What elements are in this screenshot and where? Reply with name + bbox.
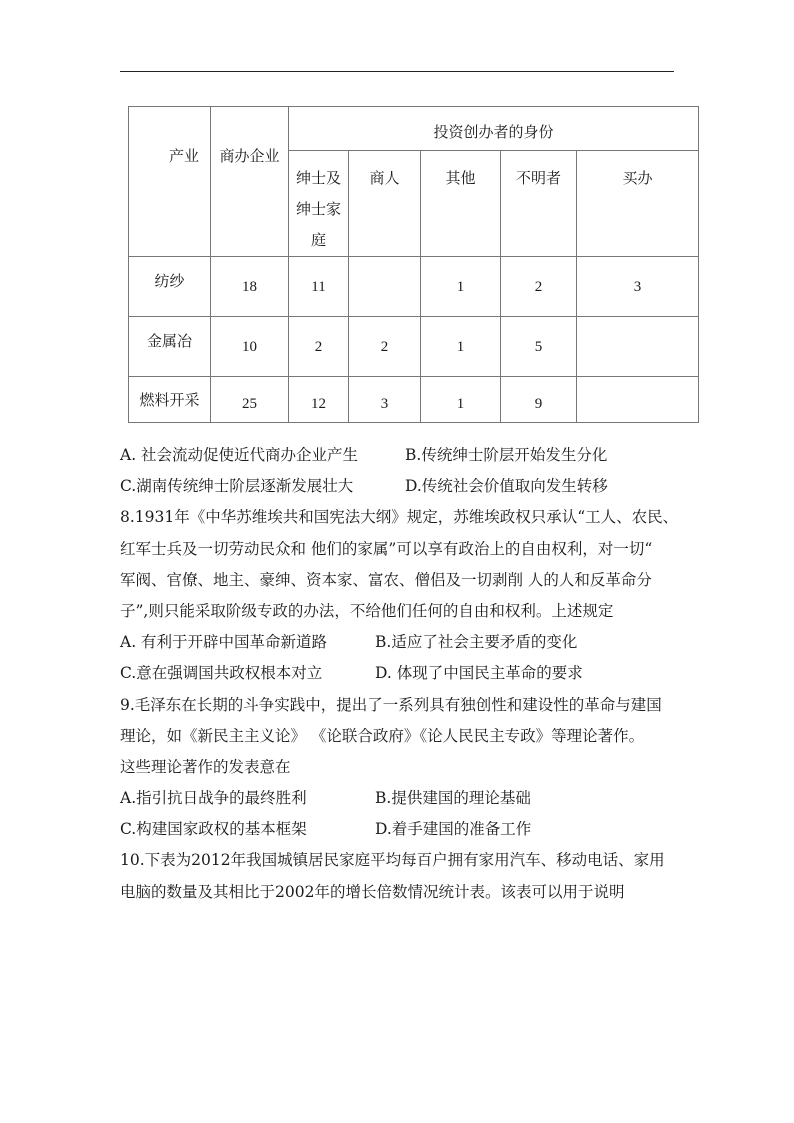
q8-option-c: C.意在强调国共政权根本对立	[120, 664, 323, 683]
subheader-other: 其他	[421, 151, 501, 257]
q8-stem-line: 8.1931年《中华苏维埃共和国宪法大纲》规定，苏维埃政权只承认“工人、农民、	[120, 508, 679, 527]
question-body	[120, 440, 694, 908]
q8-stem-line: 子”,则只能采取阶级专政的办法，不给他们任何的自由和权利。上述规定	[120, 601, 614, 620]
table-cell: 12	[311, 396, 326, 412]
q9-options-row-2	[120, 814, 694, 845]
table-row	[129, 257, 699, 317]
q9-stem-line: 这些理论著作的发表意在	[120, 757, 291, 776]
q8-option-b: B.适应了社会主要矛盾的变化	[375, 633, 578, 652]
row-industry: 金属冶	[146, 332, 192, 350]
q8-stem-line: 红军士兵及一切劳动民众和 他们的家属”可以享有政治上的自由权利，对一切“	[120, 539, 653, 558]
q7-option-c: C.湖南传统绅士阶层逐渐发展壮大	[120, 477, 354, 496]
q8-stem-line: 军阀、官僚、地主、豪绅、资本家、富农、僧侣及一切剥削 人的人和反革命分	[120, 570, 652, 589]
q9-option-c: C.构建国家政权的基本框架	[120, 820, 307, 839]
row-industry: 燃料开采	[139, 391, 200, 409]
table-cell: 1	[456, 396, 465, 412]
q8-options-row-2	[120, 658, 694, 689]
table-cell: 2	[314, 339, 323, 355]
q9-stem-line: 9.毛泽东在长期的斗争实践中，提出了一系列具有独创性和建设性的革命与建国	[120, 695, 662, 714]
q9-option-a: A.指引抗日战争的最终胜利	[120, 789, 307, 808]
table-cell: 1	[456, 279, 465, 295]
q7-option-a: A. 社会流动促使近代商办企业产生	[120, 446, 359, 464]
q7-options-row-1	[120, 440, 694, 471]
table-cell: 2	[380, 339, 389, 355]
q8-options-row-1	[120, 627, 694, 658]
table-row	[129, 377, 699, 423]
q9-options-row-1	[120, 783, 694, 814]
table-cell: 2	[534, 279, 543, 295]
subheader-merchant: 商人	[349, 151, 421, 257]
table-cell: 3	[380, 396, 389, 412]
header-rule	[120, 71, 674, 72]
row-industry: 纺纱	[154, 272, 185, 290]
q10-stem-line: 10.下表为2012年我国城镇居民家庭平均每百户拥有家用汽车、移动电话、家用	[120, 851, 665, 870]
table-cell	[577, 377, 698, 396]
q7-options-row-2	[120, 471, 694, 502]
q9-stem-line: 理论，如《新民主主义论》 《论联合政府》《论人民民主专政》等理论著作。	[120, 726, 645, 745]
investor-identity-table	[128, 106, 699, 423]
q8-option-d: D. 体现了中国民主革命的要求	[375, 664, 583, 683]
table-cell: 25	[242, 396, 257, 412]
q7-option-d: D.传统社会价值取向发生转移	[405, 477, 608, 496]
table-cell: 5	[534, 339, 543, 355]
table-cell: 18	[242, 279, 257, 295]
table-cell	[577, 317, 698, 339]
header-investor-identity: 投资创办者的身份	[289, 107, 699, 151]
table-cell: 3	[633, 279, 642, 295]
q9-option-d: D.着手建国的准备工作	[375, 820, 532, 839]
subheader-unknown: 不明者	[501, 151, 577, 257]
subheader-comprador: 买办	[577, 151, 699, 257]
subheader-gentry: 绅士及绅士家庭	[289, 151, 349, 257]
header-merchant-run: 商办企业	[211, 107, 289, 257]
table-cell: 9	[534, 396, 543, 412]
table-cell: 10	[242, 339, 257, 355]
header-industry: 产业	[129, 107, 211, 257]
q8-option-a: A. 有利于开辟中国革命新道路	[120, 633, 328, 652]
table-cell: 1	[456, 339, 465, 355]
table-row	[129, 317, 699, 377]
q7-option-b: B.传统绅士阶层开始发生分化	[405, 446, 608, 464]
q10-stem-line: 电脑的数量及其相比于2002年的增长倍数情况统计表。该表可以用于说明	[120, 882, 625, 901]
q9-option-b: B.提供建国的理论基础	[375, 789, 531, 808]
table-cell: 11	[311, 279, 326, 295]
table-cell	[349, 257, 420, 279]
